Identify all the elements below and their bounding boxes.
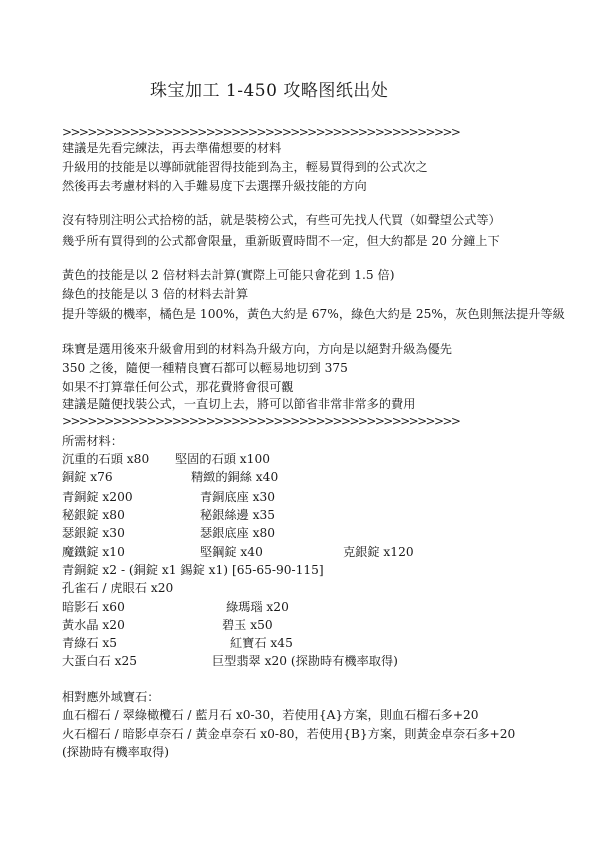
- material-item: 青綠石 x5: [62, 636, 118, 650]
- recipes-note-line-2: 幾乎所有買得到的公式都會限量，重新販賣時間不一定，但大約都是 20 分鐘上下: [62, 234, 500, 248]
- material-item: 青銅底座 x30: [200, 490, 276, 504]
- material-item: 瑟銀錠 x30: [62, 526, 125, 540]
- material-item: 秘銀錠 x80: [62, 508, 125, 522]
- material-item: 青銅錠 x200: [62, 490, 133, 504]
- page-title: 珠宝加工 1-450 攻略图纸出处: [150, 81, 389, 101]
- gems-note-line-1: 珠寶是選用後來升級會用到的材料為升級方向，方向是以絕對升級為優先: [62, 342, 452, 356]
- material-item: 瑟銀底座 x80: [200, 526, 276, 540]
- outland-line-1: 血石榴石 / 翠綠橄欖石 / 藍月石 x0-30，若使用{A}方案，則血石榴石多+20: [62, 708, 479, 722]
- outland-header: 相對應外域寶石：: [62, 690, 160, 704]
- separator-bottom: >>>>>>>>>>>>>>>>>>>>>>>>>>>>>>>>>>>>>>>>>>>>>>>: [62, 414, 460, 428]
- material-item: 克銀錠 x120: [343, 545, 414, 559]
- intro-line-2: 升級用的技能是以導師就能習得技能到為主，輕易買得到的公式次之: [62, 160, 428, 174]
- gems-note-line-3: 如果不打算靠任何公式，那花費將會很可觀: [62, 380, 294, 394]
- material-item: 碧玉 x50: [222, 618, 273, 632]
- outland-line-2: 火石榴石 / 暗影卓奈石 / 黃金卓奈石 x0-80，若使用{B}方案，則黃金卓奈石多+20: [62, 727, 516, 741]
- skill-color-line-2: 綠色的技能是以 3 倍的材料去計算: [62, 287, 249, 301]
- material-item: 紅寶石 x45: [230, 636, 293, 650]
- skill-color-line-3: 提升等級的機率，橘色是 100%，黃色大約是 67%，綠色大約是 25%，灰色則無法提升等級: [62, 307, 565, 321]
- intro-line-3: 然後再去考慮材料的入手難易度下去選擇升級技能的方向: [62, 179, 367, 193]
- material-item: 魔鐵錠 x10: [62, 545, 125, 559]
- material-item: 堅鋼錠 x40: [200, 545, 263, 559]
- material-item: 巨型翡翠 x20 (探勘時有機率取得): [212, 654, 398, 668]
- material-item: 銅錠 x76: [62, 470, 113, 484]
- material-item: 精緻的銅絲 x40: [191, 470, 279, 484]
- material-item: 孔雀石 / 虎眼石 x20: [62, 581, 174, 595]
- material-item: 堅固的石頭 x100: [175, 452, 270, 466]
- material-item: 大蛋白石 x25: [62, 654, 138, 668]
- material-item: 秘銀絲邊 x35: [200, 508, 276, 522]
- intro-line-1: 建議是先看完練法，再去準備想要的材料: [62, 141, 282, 155]
- material-item: 黃水晶 x20: [62, 618, 125, 632]
- recipes-note-line-1: 沒有特別注明公式拾榜的話，就是裝榜公式，有些可先找人代買（如聲望公式等）: [62, 213, 501, 227]
- material-item: 暗影石 x60: [62, 600, 125, 614]
- material-item: 青銅錠 x2 - (銅錠 x1 錫錠 x1) [65-65-90-115]: [62, 563, 324, 577]
- materials-header: 所需材料：: [62, 434, 123, 448]
- gems-note-line-4: 建議是隨便找裝公式，一直切上去，將可以節省非常非常多的費用: [62, 397, 416, 411]
- gems-note-line-2: 350 之後，隨便一種精良寶石都可以輕易地切到 375: [62, 361, 348, 375]
- material-item: 沉重的石頭 x80: [62, 452, 150, 466]
- skill-color-line-1: 黃色的技能是以 2 倍材料去計算(實際上可能只會花到 1.5 倍): [62, 268, 395, 282]
- separator-top: >>>>>>>>>>>>>>>>>>>>>>>>>>>>>>>>>>>>>>>>>>>>>>>: [62, 125, 460, 139]
- outland-line-3: (探勘時有機率取得): [62, 745, 170, 759]
- material-item: 綠瑪瑙 x20: [226, 600, 289, 614]
